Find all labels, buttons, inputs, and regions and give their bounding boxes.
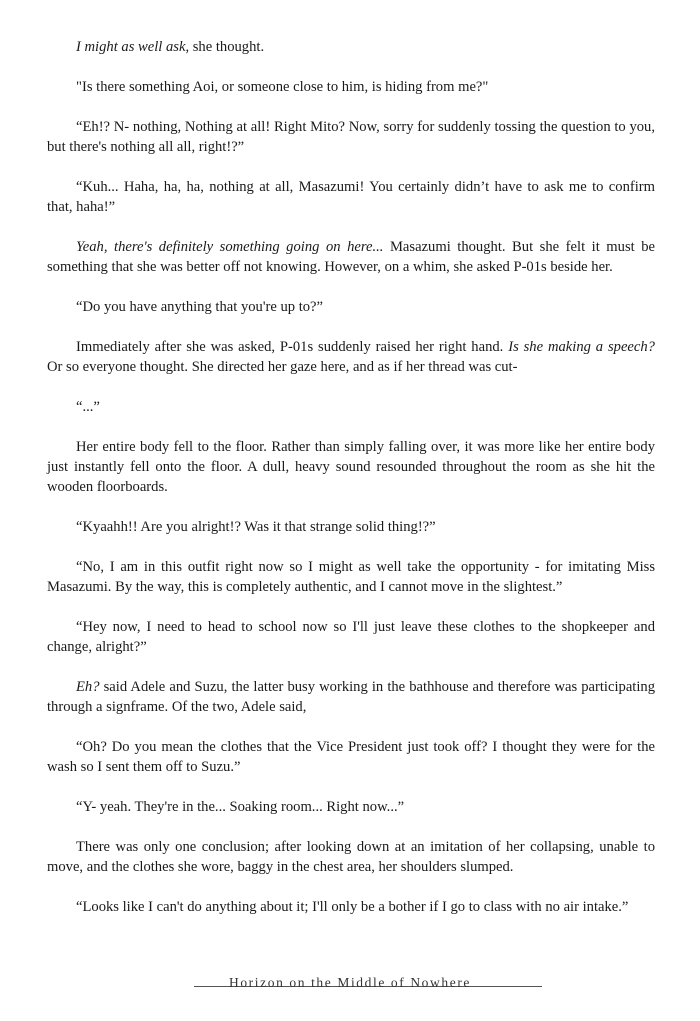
text-run: “Y- yeah. They're in the... Soaking room... Right now...” [76,799,405,815]
text-run: Her entire body fell to the floor. Rather than simply falling over, it was more like her entire body just instantly fell onto the floor. A dull, heavy sound resounded throughout the room as she hit the wooden floorboards. [47,439,655,495]
italic-text: Eh? [76,679,100,695]
paragraph [47,117,655,157]
text-run: "Is there something Aoi, or someone close to him, is hiding from me?" [76,79,489,95]
text-run: “Kyaahh!! Are you alright!? Was it that strange solid thing!?” [76,519,436,535]
body-text [47,37,655,917]
paragraph [47,617,655,657]
italic-text: Yeah, there's definitely something going on here... [76,239,384,255]
text-run: “Looks like I can't do anything about it; I'll only be a bother if I go to class with no air intake.” [76,899,629,915]
text-run: “Hey now, I need to head to school now so I'll just leave these clothes to the shopkeeper and change, alright?” [47,619,655,655]
paragraph [47,797,655,817]
paragraph [47,337,655,377]
text-run: “Eh!? N- nothing, Nothing at all! Right Mito? Now, sorry for suddenly tossing the question to you, but there's nothing all all, right!?” [47,119,655,155]
paragraph [47,737,655,777]
text-run: Immediately after she was asked, P-01s suddenly raised her right hand. [76,339,509,355]
paragraph [47,837,655,877]
paragraph [47,897,655,917]
text-run: “...” [76,399,100,415]
text-run: “Do you have anything that you're up to?” [76,299,324,315]
footer [0,975,700,993]
paragraph [47,677,655,717]
text-run: There was only one conclusion; after looking down at an imitation of her collapsing, unable to move, and the clothes she wore, baggy in the chest area, her shoulders slumped. [47,839,655,875]
text-run: said Adele and Suzu, the latter busy working in the bathhouse and therefore was participating through a signframe. Of the two, Adele said, [47,679,655,715]
paragraph [47,397,655,417]
text-run: “Kuh... Haha, ha, ha, nothing at all, Masazumi! You certainly didn’t have to ask me to confirm that, haha!” [47,179,655,215]
paragraph [47,77,655,97]
paragraph [47,237,655,277]
paragraph [47,437,655,497]
paragraph [47,297,655,317]
paragraph [47,177,655,217]
text-run: , she thought. [185,39,265,55]
text-run: “No, I am in this outfit right now so I might as well take the opportunity - for imitating Miss Masazumi. By the way, this is completely authentic, and I cannot move in the slightest.” [47,559,655,595]
paragraph [47,37,655,57]
italic-text: Is she making a speech? [508,339,655,355]
italic-text: I might as well ask [76,39,186,55]
paragraph [47,557,655,597]
footer-title: Horizon on the Middle of Nowhere [228,975,472,990]
text-run: Masazumi thought. But she felt it must be something that she was better off not knowing. However, on a whim, she asked P-01s beside her. [47,239,655,275]
paragraph [47,517,655,537]
text-run: Or so everyone thought. She directed her gaze here, and as if her thread was cut- [47,359,518,375]
text-run: “Oh? Do you mean the clothes that the Vice President just took off? I thought they were for the wash so I sent them off to Suzu.” [47,739,655,775]
